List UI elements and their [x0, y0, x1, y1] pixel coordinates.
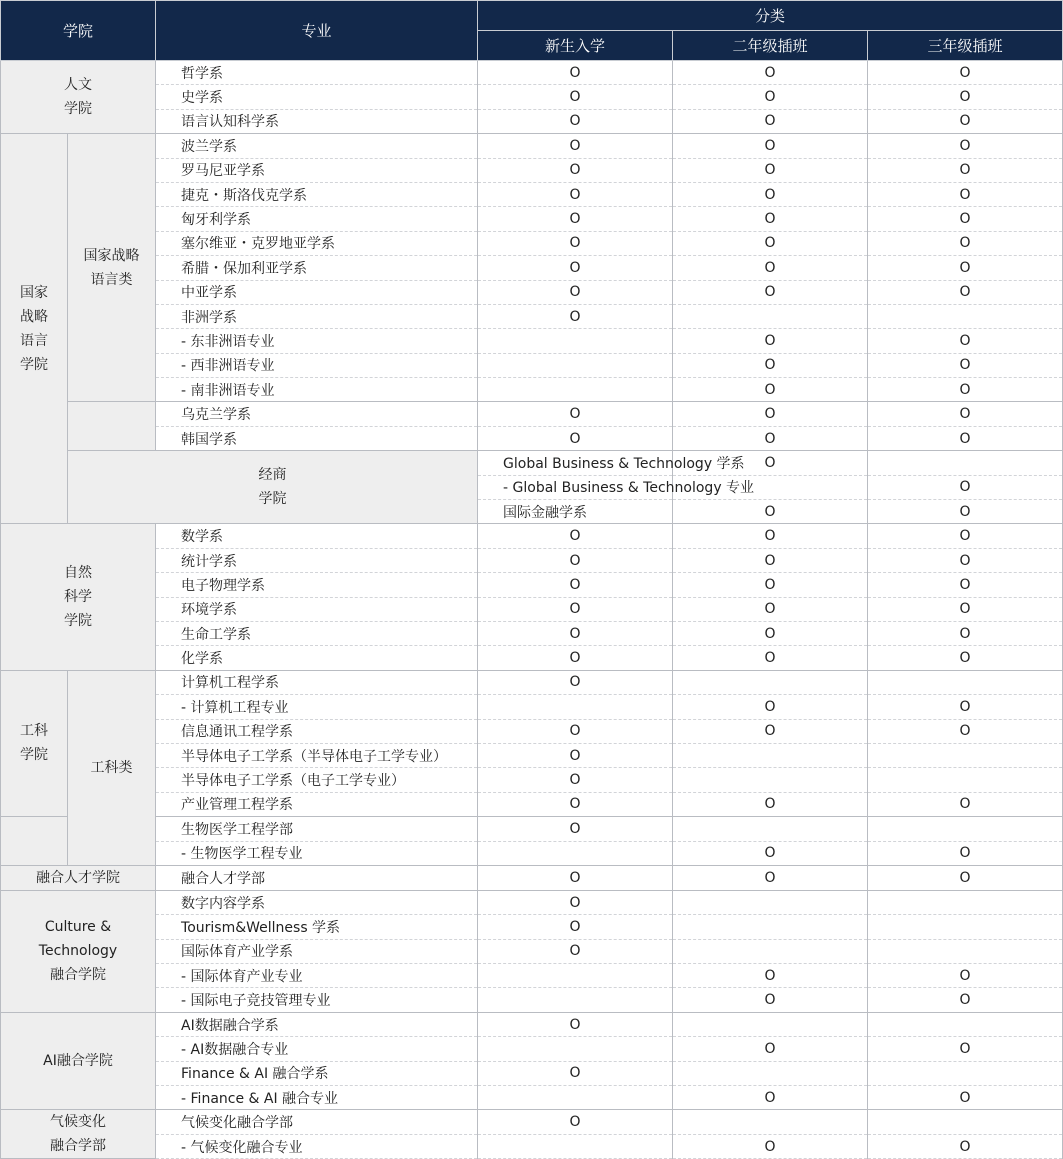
transfer2-mark: O: [673, 207, 868, 231]
major-cell: 半导体电子工学系（电子工学专业）: [156, 768, 478, 792]
table-row: [1, 378, 1063, 402]
transfer3-mark: O: [868, 792, 1063, 816]
major-cell: 计算机工程学系: [156, 670, 478, 694]
freshman-mark: [478, 1086, 673, 1110]
major-cell: - 生物医学工程专业: [156, 841, 478, 865]
major-cell: 波兰学系: [156, 134, 478, 158]
freshman-mark: O: [478, 182, 673, 206]
transfer2-mark: [673, 915, 868, 939]
transfer3-mark: O: [868, 426, 1063, 450]
major-cell: 产业管理工程学系: [156, 792, 478, 816]
table-row: [1, 573, 1063, 597]
freshman-mark: O: [478, 426, 673, 450]
freshman-mark: O: [478, 768, 673, 792]
table-row: [1, 1061, 1063, 1085]
major-cell: 哲学系: [156, 61, 478, 85]
transfer3-mark: O: [868, 353, 1063, 377]
major-cell: 生命工学系: [156, 621, 478, 645]
transfer3-mark: O: [868, 280, 1063, 304]
freshman-mark: O: [478, 256, 673, 280]
table-row: [1, 1086, 1063, 1110]
transfer2-header: 二年级插班: [673, 31, 868, 61]
college-cell-empty: [68, 402, 156, 451]
table-row: [1, 597, 1063, 621]
college-cell-humanities: 人文 学院: [1, 61, 156, 134]
major-cell: 信息通讯工程学系: [156, 719, 478, 743]
transfer2-mark: O: [673, 719, 868, 743]
transfer2-mark: O: [673, 182, 868, 206]
transfer2-mark: O: [673, 256, 868, 280]
freshman-mark: O: [478, 61, 673, 85]
transfer3-mark: O: [868, 1134, 1063, 1159]
table-row: [1, 402, 1063, 426]
transfer2-mark: O: [673, 841, 868, 865]
table-header: [1, 1, 1063, 61]
transfer2-mark: O: [673, 597, 868, 621]
transfer2-mark: O: [673, 402, 868, 426]
freshman-mark: O: [478, 890, 673, 914]
transfer3-mark: O: [868, 524, 1063, 548]
freshman-mark: [478, 1037, 673, 1061]
transfer2-mark: O: [673, 1037, 868, 1061]
table-row: [1, 695, 1063, 719]
major-cell: 罗马尼亚学系: [156, 158, 478, 182]
major-cell: 希腊・保加利亚学系: [156, 256, 478, 280]
transfer3-mark: O: [868, 158, 1063, 182]
table-row: [1, 182, 1063, 206]
major-cell: AI数据融合学系: [156, 1012, 478, 1036]
major-header: 专业: [156, 1, 478, 61]
college-cell-empty: [1, 817, 68, 866]
freshman-mark: O: [478, 597, 673, 621]
transfer2-mark: O: [673, 378, 868, 402]
major-cell: - 计算机工程专业: [156, 695, 478, 719]
freshman-mark: O: [478, 915, 673, 939]
major-cell: 环境学系: [156, 597, 478, 621]
freshman-mark: [478, 695, 673, 719]
major-cell: 融合人才学部: [156, 865, 478, 890]
transfer3-mark: O: [868, 548, 1063, 572]
transfer2-mark: [673, 670, 868, 694]
transfer3-header: 三年级插班: [868, 31, 1063, 61]
transfer3-mark: [868, 817, 1063, 841]
transfer3-mark: O: [868, 329, 1063, 353]
transfer3-mark: O: [868, 207, 1063, 231]
freshman-mark: O: [478, 743, 673, 767]
table-row: [1, 207, 1063, 231]
transfer2-mark: O: [868, 500, 1063, 524]
freshman-mark: O: [478, 548, 673, 572]
transfer2-mark: [673, 1110, 868, 1135]
transfer2-mark: O: [673, 573, 868, 597]
transfer2-mark: O: [673, 988, 868, 1012]
transfer3-mark: O: [868, 402, 1063, 426]
transfer3-mark: O: [868, 85, 1063, 109]
table-row: [1, 1037, 1063, 1061]
freshman-mark: [478, 988, 673, 1012]
table-row: [1, 353, 1063, 377]
table-row: [1, 451, 1063, 475]
table-row: [1, 61, 1063, 85]
freshman-mark: O: [478, 134, 673, 158]
freshman-mark: O: [478, 304, 673, 328]
major-cell: 统计学系: [156, 548, 478, 572]
transfer2-mark: O: [673, 548, 868, 572]
freshman-mark: O: [478, 402, 673, 426]
major-cell: - Finance & AI 融合专业: [156, 1086, 478, 1110]
transfer2-mark: O: [673, 792, 868, 816]
table-row: [1, 1012, 1063, 1036]
transfer2-mark: [868, 451, 1063, 475]
transfer2-mark: [673, 817, 868, 841]
college-cell-ai: AI融合学院: [1, 1012, 156, 1110]
table-row: [1, 109, 1063, 133]
table-row: [1, 426, 1063, 450]
table-row: [1, 841, 1063, 865]
freshman-mark: O: [478, 85, 673, 109]
freshman-mark: O: [673, 451, 868, 475]
transfer2-mark: O: [868, 475, 1063, 499]
transfer2-mark: O: [673, 134, 868, 158]
freshman-mark: O: [478, 670, 673, 694]
major-cell: - 西非洲语专业: [156, 353, 478, 377]
table-row: [1, 670, 1063, 694]
transfer3-mark: O: [868, 1086, 1063, 1110]
major-cell: - Global Business & Technology 专业: [478, 475, 673, 499]
major-cell: 捷克・斯洛伐克学系: [156, 182, 478, 206]
major-cell: 史学系: [156, 85, 478, 109]
transfer3-mark: O: [868, 256, 1063, 280]
major-cell: 国际金融学系: [478, 500, 673, 524]
major-cell: 语言认知科学系: [156, 109, 478, 133]
major-cell: 非洲学系: [156, 304, 478, 328]
college-cell-climate: 气候变化 融合学部: [1, 1110, 156, 1159]
transfer3-mark: [868, 1061, 1063, 1085]
major-cell: - 南非洲语专业: [156, 378, 478, 402]
table-row: [1, 621, 1063, 645]
transfer3-mark: [868, 890, 1063, 914]
major-cell: - 国际电子竞技管理专业: [156, 988, 478, 1012]
major-cell: 半导体电子工学系（半导体电子工学专业）: [156, 743, 478, 767]
transfer3-mark: [868, 743, 1063, 767]
transfer3-mark: O: [868, 182, 1063, 206]
major-cell: 数字内容学系: [156, 890, 478, 914]
major-cell: 中亚学系: [156, 280, 478, 304]
transfer2-mark: O: [673, 61, 868, 85]
transfer2-mark: [673, 304, 868, 328]
major-cell: 塞尔维亚・克罗地亚学系: [156, 231, 478, 255]
major-cell: 匈牙利学系: [156, 207, 478, 231]
transfer3-mark: [868, 1012, 1063, 1036]
transfer2-mark: O: [673, 158, 868, 182]
college-cell-science: 自然 科学 学院: [1, 524, 156, 670]
transfer3-mark: O: [868, 621, 1063, 645]
table-row: [1, 719, 1063, 743]
transfer2-mark: O: [673, 621, 868, 645]
transfer2-mark: O: [673, 329, 868, 353]
transfer3-mark: [868, 1110, 1063, 1135]
table-row: [1, 548, 1063, 572]
table-row: [1, 915, 1063, 939]
transfer3-mark: O: [868, 646, 1063, 670]
transfer3-mark: O: [868, 109, 1063, 133]
transfer2-mark: O: [673, 231, 868, 255]
transfer2-mark: O: [673, 353, 868, 377]
table-row: [1, 865, 1063, 890]
table-row: [1, 939, 1063, 963]
college-cell-nsl: 国家 战略 语言 学院: [1, 134, 68, 524]
transfer2-mark: [673, 743, 868, 767]
transfer2-mark: O: [673, 695, 868, 719]
table-row: [1, 256, 1063, 280]
table-row: [1, 1110, 1063, 1135]
transfer3-mark: [868, 304, 1063, 328]
major-cell: 气候变化融合学部: [156, 1110, 478, 1135]
freshman-mark: O: [478, 573, 673, 597]
major-cell: - 东非洲语专业: [156, 329, 478, 353]
table-row: [1, 964, 1063, 988]
major-cell: 化学系: [156, 646, 478, 670]
transfer3-mark: O: [868, 988, 1063, 1012]
freshman-mark: O: [478, 231, 673, 255]
table-row: [1, 231, 1063, 255]
major-cell: - 国际体育产业专业: [156, 964, 478, 988]
table-row: [1, 280, 1063, 304]
transfer2-mark: O: [673, 1134, 868, 1159]
major-cell: 乌克兰学系: [156, 402, 478, 426]
major-cell: 生物医学工程学部: [156, 817, 478, 841]
transfer2-mark: [673, 890, 868, 914]
freshman-mark: [478, 1134, 673, 1159]
transfer3-mark: O: [868, 841, 1063, 865]
transfer2-mark: [673, 1012, 868, 1036]
transfer2-mark: [673, 768, 868, 792]
freshman-mark: O: [478, 621, 673, 645]
freshman-mark: [478, 964, 673, 988]
table-row: [1, 158, 1063, 182]
freshman-mark: O: [478, 939, 673, 963]
transfer3-mark: [868, 768, 1063, 792]
transfer2-mark: O: [673, 109, 868, 133]
table-row: [1, 768, 1063, 792]
transfer2-mark: O: [673, 524, 868, 548]
transfer3-mark: O: [868, 719, 1063, 743]
table-row: [1, 304, 1063, 328]
freshman-mark: O: [478, 158, 673, 182]
transfer2-mark: O: [673, 1086, 868, 1110]
transfer2-mark: [673, 1061, 868, 1085]
transfer2-mark: O: [673, 865, 868, 890]
table-row: [1, 792, 1063, 816]
major-cell: Global Business & Technology 学系: [478, 451, 673, 475]
freshman-mark: O: [478, 865, 673, 890]
freshman-mark: [478, 841, 673, 865]
table-row: [1, 1134, 1063, 1159]
college-cell-business: 经商 学院: [68, 451, 478, 524]
transfer3-mark: O: [868, 865, 1063, 890]
transfer3-mark: O: [868, 134, 1063, 158]
category-header: 分类: [478, 1, 1063, 31]
college-header: 学院: [1, 1, 156, 61]
freshman-mark: O: [673, 500, 868, 524]
transfer2-mark: O: [673, 85, 868, 109]
table-body: [1, 61, 1063, 1159]
freshman-header: 新生入学: [478, 31, 673, 61]
transfer3-mark: O: [868, 597, 1063, 621]
transfer3-mark: O: [868, 964, 1063, 988]
transfer3-mark: O: [868, 695, 1063, 719]
college-cell-convergence: 融合人才学院: [1, 865, 156, 890]
transfer2-mark: [673, 939, 868, 963]
freshman-mark: O: [478, 1061, 673, 1085]
transfer3-mark: [868, 939, 1063, 963]
major-cell: - 气候变化融合专业: [156, 1134, 478, 1159]
transfer3-mark: [868, 670, 1063, 694]
freshman-mark: O: [478, 207, 673, 231]
major-cell: 国际体育产业学系: [156, 939, 478, 963]
freshman-mark: O: [478, 817, 673, 841]
transfer3-mark: O: [868, 573, 1063, 597]
freshman-mark: O: [478, 1012, 673, 1036]
table-row: [1, 646, 1063, 670]
table-row: [1, 524, 1063, 548]
college-cell-eng_sub: 工科类: [68, 670, 156, 865]
table-row: [1, 988, 1063, 1012]
transfer3-mark: O: [868, 231, 1063, 255]
college-cell-nsl_sub: 国家战略 语言类: [68, 134, 156, 402]
freshman-mark: O: [478, 524, 673, 548]
freshman-mark: [478, 378, 673, 402]
major-cell: - AI数据融合专业: [156, 1037, 478, 1061]
table-row: [1, 817, 1063, 841]
freshman-mark: O: [478, 1110, 673, 1135]
table-row: [1, 85, 1063, 109]
table-row: [1, 890, 1063, 914]
table-row: [1, 743, 1063, 767]
freshman-mark: O: [478, 719, 673, 743]
major-cell: 数学系: [156, 524, 478, 548]
major-cell: Finance & AI 融合学系: [156, 1061, 478, 1085]
freshman-mark: O: [478, 646, 673, 670]
major-cell: 韩国学系: [156, 426, 478, 450]
transfer2-mark: O: [673, 426, 868, 450]
transfer2-mark: O: [673, 646, 868, 670]
freshman-mark: O: [478, 280, 673, 304]
major-cell: 电子物理学系: [156, 573, 478, 597]
transfer2-mark: O: [673, 280, 868, 304]
major-cell: Tourism&Wellness 学系: [156, 915, 478, 939]
transfer2-mark: O: [673, 964, 868, 988]
table-row: [1, 329, 1063, 353]
transfer3-mark: O: [868, 378, 1063, 402]
freshman-mark: [478, 353, 673, 377]
freshman-mark: [478, 329, 673, 353]
freshman-mark: O: [478, 109, 673, 133]
table-row: [1, 134, 1063, 158]
transfer3-mark: [868, 915, 1063, 939]
college-cell-culture: Culture & Technology 融合学院: [1, 890, 156, 1012]
transfer3-mark: O: [868, 61, 1063, 85]
freshman-mark: O: [478, 792, 673, 816]
transfer3-mark: O: [868, 1037, 1063, 1061]
college-cell-engineering: 工科 学院: [1, 670, 68, 816]
